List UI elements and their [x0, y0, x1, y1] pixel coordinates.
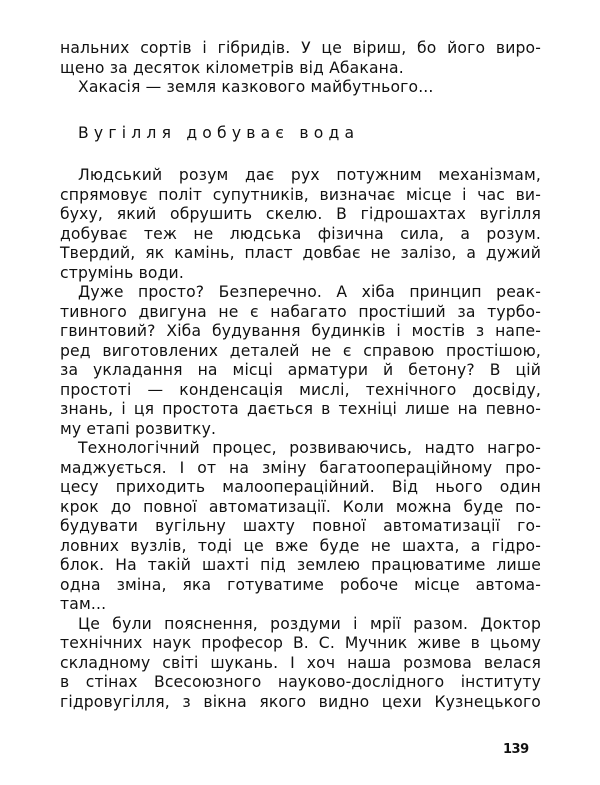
text-line: струмінь води. — [60, 263, 184, 282]
text-line: му етапі розвитку. — [60, 419, 217, 438]
text-line: будувати вугільну шахту повної автоматизації го- — [60, 517, 541, 535]
text-line: добуває теж не людська фізична сила, а розум. — [60, 224, 541, 243]
text-line: блок. На такій шахті під землею працюватиме лише — [60, 556, 541, 574]
text-line: буху, який обрушить скелю. В гідрошахтах вугілля — [60, 205, 541, 223]
paragraph-2 — [60, 283, 541, 439]
text-line: одна зміна, яка готуватиме робоче місце автома- — [60, 575, 541, 594]
text-line: там... — [60, 595, 107, 613]
text-line: щено за десяток кілометрів від Абакана. — [60, 58, 404, 77]
text-line: простоті — конденсація мислі, технічного досвіду, — [60, 380, 541, 399]
text-line: гвинтовий? Хіба будування будинків і мостів з напе- — [60, 322, 541, 340]
section-heading: Вугілля добуває вода — [78, 124, 360, 142]
text-line: ред виготовлених деталей не є справою простішою, — [60, 341, 541, 360]
text-line: Це були пояснення, роздуми і мрії разом. Доктор — [78, 614, 541, 633]
text-line: гідровугілля, з вікна якого видно цехи Кузнецького — [60, 692, 541, 711]
text-line: Твердий, як камінь, пласт довбає не залізо, а дужий — [60, 244, 541, 262]
text-line: знань, і ця простота дається в техніці лише на певно- — [60, 400, 541, 418]
text-line: спрямовує політ супутників, визначає місце і час ви- — [60, 185, 541, 204]
top-paragraph — [60, 39, 541, 98]
text-line: Технологічний процес, розвиваючись, надто нагро- — [78, 439, 541, 457]
text-line: тивного двигуна не є набагато простіший за турбо- — [60, 302, 541, 321]
paragraph-4 — [60, 615, 541, 713]
body-text — [60, 166, 541, 712]
text-line: цесу приходить малоопераційний. Від нього один — [60, 478, 541, 496]
page-number: 139 — [503, 742, 529, 757]
paragraph-1 — [60, 166, 541, 283]
text-line: маджується. І от на зміну багатоопераційному про- — [60, 458, 541, 477]
text-line: за укладання на місці арматури й бетону? В цій — [60, 361, 541, 379]
text-line: технічних наук професор В. С. Мучник живе в цьому — [60, 634, 541, 652]
text-line: Людський розум дає рух потужним механізмам, — [78, 166, 541, 184]
closing-line: Хакасія — земля казкового майбутнього... — [78, 78, 434, 96]
text-line: складному світі шукань. І хоч наша розмова велася — [60, 653, 541, 672]
text-line: нальних сортів і гібридів. У це віриш, бо його виро- — [60, 39, 541, 57]
text-line: крок до повної автоматизації. Коли можна буде по- — [60, 497, 541, 516]
paragraph-3 — [60, 439, 541, 615]
text-line: ловних вузлів, тоді це вже буде не шахта, а гідро- — [60, 536, 541, 555]
text-line: в стінах Всесоюзного науково-дослідного інституту — [60, 673, 541, 691]
text-line: Дуже просто? Безперечно. А хіба принцип реак- — [78, 283, 541, 301]
